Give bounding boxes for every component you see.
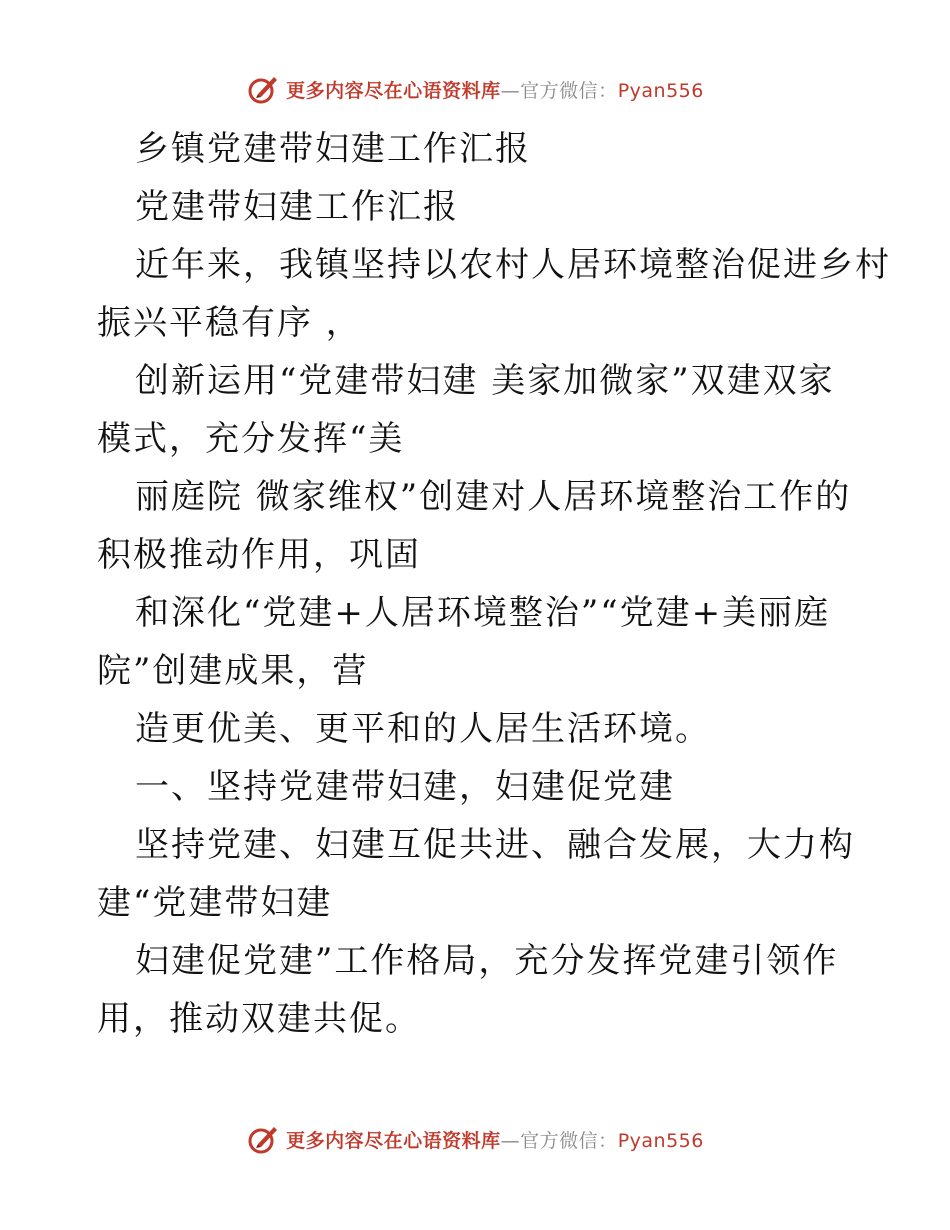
watermark-wechat-label: 官方微信： [520, 1129, 618, 1152]
watermark-footer [0, 1122, 950, 1156]
paragraph-line: 一、坚持党建带妇建，妇建促党建 [135, 767, 675, 807]
quill-pen-circle-icon [246, 72, 280, 106]
paragraph-line: 振兴平稳有序 ， [97, 303, 362, 343]
watermark-wechat-label: 官方微信： [520, 79, 618, 102]
paragraph-line: 造更优美、更平和的人居生活环境。 [135, 709, 711, 749]
watermark-title: 更多内容尽在心语资料库 [286, 1129, 501, 1152]
paragraph-line: 丽庭院 微家维权”创建对人居环境整治工作的 [135, 477, 852, 517]
document-title-line: 党建带妇建工作汇报 [135, 187, 459, 227]
watermark-title: 更多内容尽在心语资料库 [286, 79, 501, 102]
watermark-wechat-id: Pyan556 [617, 79, 704, 102]
paragraph-line: 积极推动作用，巩固 [97, 535, 421, 575]
document-title-line: 乡镇党建带妇建工作汇报 [135, 129, 531, 169]
paragraph-line: 近年来，我镇坚持以农村人居环境整治促进乡村 [135, 245, 891, 285]
watermark-header [0, 72, 950, 106]
document-body [97, 120, 891, 1048]
paragraph-line: 坚持党建、妇建互促共进、融合发展，大力构 [135, 825, 855, 865]
watermark-separator: — [500, 1129, 521, 1152]
watermark-separator: — [500, 79, 521, 102]
quill-pen-circle-icon [246, 1122, 280, 1156]
paragraph-line: 妇建促党建”工作格局，充分发挥党建引领作 [135, 941, 839, 981]
paragraph-line: 用，推动双建共促。 [97, 999, 421, 1039]
paragraph-line: 模式，充分发挥“美 [97, 419, 405, 459]
paragraph-line: 创新运用“党建带妇建 美家加微家”双建双家 [135, 361, 835, 401]
paragraph-line: 院”创建成果，营 [97, 651, 369, 691]
paragraph-line: 和深化“党建+人居环境整治”“党建+美丽庭 [135, 593, 831, 633]
watermark-wechat-id: Pyan556 [617, 1129, 704, 1152]
paragraph-line: 建“党建带妇建 [97, 883, 333, 923]
